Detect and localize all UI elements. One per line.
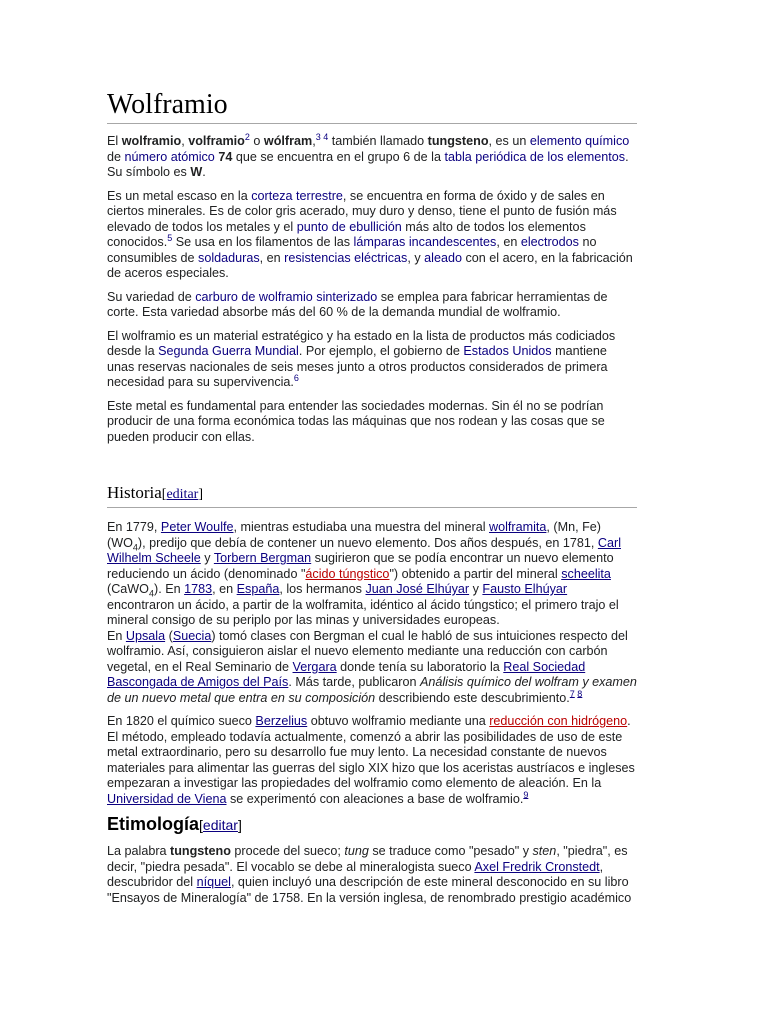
page-title: Wolframio [107, 88, 637, 124]
text: se emplea para fabricar herramientas de corte. Esta variedad absorbe más del 60 % de la demanda mundial de wolframio. [107, 289, 608, 319]
text: , quien incluyó una descripción de este mineral desconocido en su libro "Ensayos de Mineralogía" de 1758. En la versión inglesa, de renombrado prestigio académico [107, 875, 632, 905]
text: con el acero, en la fabricación de aceros especiales. [107, 250, 633, 280]
text: y [200, 551, 214, 565]
text: se traduce como "pesado" y [368, 844, 533, 858]
text: , en [496, 235, 521, 249]
text: , se encuentra en forma de óxido y de sales en ciertos minerales. Es de color gris acerado, muy duro y denso, tiene el punto de fusión más elevado de todos los metales y el [107, 188, 617, 234]
bold-term: 74 [218, 149, 233, 164]
bold-term: tungsteno [170, 844, 231, 858]
reference-link[interactable]: 6 [293, 372, 299, 383]
bracket: [ [161, 487, 167, 502]
text: o [249, 134, 264, 148]
text: , "piedra", es decir, "piedra pesada". El vocablo se debe al mineralogista sueco [107, 844, 628, 874]
text: , [181, 134, 189, 148]
text: , descubridor del [107, 859, 604, 889]
italic-title: Análisis químico del wolfram y examen de un nuevo metal que entra en su composición [107, 675, 637, 705]
reference-link[interactable]: 2 [244, 131, 250, 142]
link-universidad-viena[interactable]: Universidad de Viena [107, 791, 227, 806]
text: ) tomó clases con Bergman el cual le habló de sus intuiciones respecto del wolframio. Así, consiguieron aislar el nuevo elemento mediante una reducción con carbón vegetal, en el Real Seminario de [107, 628, 628, 674]
link-berzelius[interactable]: Berzelius [255, 714, 308, 728]
text: (CaWO [107, 582, 149, 596]
reference-link[interactable]: 7 [569, 688, 575, 699]
link-segunda-guerra[interactable]: Segunda Guerra Mundial [158, 344, 299, 358]
text: ( [165, 628, 173, 643]
text: también llamado [328, 134, 428, 148]
text: En 1779, [107, 520, 161, 534]
text: El wolframio es un material estratégico y ha estado en la lista de productos más codiciados desde la [107, 328, 616, 358]
paragraph-5: Este metal es fundamental para entender las sociedades modernas. Sin él no se podrían producir de una forma económica todas las máquinas que nos rodean y las cosas que se pueden producir con ellas. [107, 398, 605, 444]
text: ), predijo que debía de contener un nuevo elemento. Dos años después, en 1781, [137, 535, 598, 550]
link-corteza-terrestre[interactable]: corteza terrestre [251, 188, 343, 203]
link-reduccion-hidrogeno[interactable]: reducción con hidrógeno [489, 714, 628, 728]
bold-term: tungsteno [427, 134, 489, 148]
text: , y [407, 250, 425, 265]
text: obtuvo wolframio mediante una [307, 714, 490, 728]
reference-link[interactable]: 8 [577, 688, 583, 699]
text: sugirieron que se podía encontrar un nuevo elemento reduciendo un ácido (denominado " [107, 551, 614, 581]
text: El [107, 134, 122, 148]
text: , (Mn, Fe)(WO [107, 520, 601, 550]
link-peter-woulfe[interactable]: Peter Woulfe [160, 520, 234, 534]
text: . Más tarde, publicaron [288, 675, 420, 689]
text: . Por ejemplo, el gobierno de [298, 344, 464, 358]
link-elemento-quimico[interactable]: elemento químico [529, 134, 630, 148]
text: , es un [488, 134, 530, 148]
text: Se usa en los filamentos de las [172, 235, 354, 249]
subscript: 4 [148, 588, 154, 599]
link-tabla-periodica[interactable]: tabla periódica de los elementos [444, 149, 626, 164]
link-real-sociedad[interactable]: Real Sociedad Bascongada de Amigos del País [107, 659, 586, 689]
link-soldaduras[interactable]: soldaduras [198, 250, 260, 265]
etimologia-paragraph-1 [107, 844, 637, 906]
text: encontraron un ácido, a partir de la wolframita, idéntico al ácido túngstico; el primero trajo el mineral consigo de su periplo por las minas y universidades europeas. [107, 597, 619, 627]
link-wolframita[interactable]: wolframita [489, 520, 547, 534]
text: En 1820 el químico sueco [107, 714, 256, 728]
link-scheele[interactable]: Carl Wilhelm Scheele [107, 535, 621, 565]
text: La palabra [107, 844, 171, 858]
historia-paragraph-1 [107, 520, 637, 706]
italic-term: tung [344, 844, 369, 858]
text: de [107, 149, 125, 164]
link-carburo[interactable]: carburo de wolframio sinterizado [195, 289, 378, 304]
text: . El método, empleado todavía actualmente, comenzó a abrir las posibilidades de uso de este metal extraordinario, pero su desarrollo fue muy lento. La necesidad constante de nuevos materiales para alimentar las guerras del siglo XIX hizo que los aceristas austríacos e ingleses empezaran a investigar las propiedades del wolframio como elemento de aleación. En la [107, 714, 635, 790]
link-cronstedt[interactable]: Axel Fredrik Cronstedt [474, 859, 600, 874]
paragraph-4 [107, 329, 637, 391]
link-numero-atomico[interactable]: número atómico [124, 149, 215, 164]
text: Es un metal escaso en la [107, 188, 252, 203]
link-acido-tungstico[interactable]: ácido túngstico [305, 566, 390, 581]
text: describiendo este descubrimiento. [375, 690, 570, 705]
bracket: [ [199, 817, 203, 833]
reference-link[interactable]: 9 [523, 789, 529, 800]
reference-link[interactable]: 5 [167, 232, 173, 243]
paragraph-3 [107, 290, 637, 321]
text: . Su símbolo es [107, 149, 629, 179]
link-bergman[interactable]: Torbern Bergman [213, 551, 312, 565]
link-estados-unidos[interactable]: Estados Unidos [463, 344, 552, 358]
historia-paragraph-2 [107, 714, 637, 807]
link-aleado[interactable]: aleado [424, 250, 462, 265]
text: Su variedad de [107, 289, 196, 304]
bold-term: wolframio [121, 134, 182, 148]
reference-link[interactable]: 4 [323, 131, 329, 142]
italic-term: sten [532, 844, 557, 858]
link-niquel[interactable]: níquel [196, 875, 231, 889]
text: procede del sueco; [230, 844, 345, 858]
article [107, 88, 637, 906]
link-punto-ebullicion[interactable]: punto de ebullición [296, 219, 402, 234]
text: no consumibles de [107, 235, 597, 265]
link-suecia[interactable]: Suecia [172, 628, 212, 643]
section-heading-historia [107, 483, 637, 508]
edit-link[interactable]: editar [202, 817, 238, 833]
text: , en [212, 582, 237, 596]
link-1783[interactable]: 1783 [184, 582, 213, 596]
text: se experimentó con aleaciones a base de wolframio. [226, 791, 524, 806]
bold-term: W [190, 165, 203, 179]
text: y [469, 582, 483, 596]
heading-text: Historia [107, 483, 162, 502]
link-upsala[interactable]: Upsala [125, 628, 166, 643]
link-resistencias[interactable]: resistencias eléctricas [284, 250, 408, 265]
edit-link[interactable]: editar [166, 487, 199, 502]
link-juan-jose-elhuyar[interactable]: Juan José Elhúyar [365, 582, 470, 596]
link-electrodos[interactable]: electrodos [520, 235, 579, 249]
subscript: 4 [132, 542, 138, 553]
link-lamparas[interactable]: lámparas incandescentes [353, 235, 497, 249]
text: donde tenía su laboratorio la [336, 659, 504, 674]
text: que se encuentra en el grupo 6 de la [232, 149, 445, 164]
reference-link[interactable]: 3 [315, 131, 321, 142]
text: , los hermanos [279, 582, 366, 596]
bracket: ] [237, 817, 242, 833]
paragraph-2 [107, 189, 637, 282]
link-vergara[interactable]: Vergara [292, 659, 337, 674]
link-espana[interactable]: España [236, 582, 280, 596]
link-fausto-elhuyar[interactable]: Fausto Elhúyar [482, 582, 568, 596]
text: ). En [154, 582, 185, 596]
heading-text: Etimología [107, 814, 200, 834]
text: En [107, 628, 126, 643]
text: , en [259, 250, 285, 265]
text: . [202, 165, 206, 179]
text: mantiene unas reservas nacionales de seis meses junto a otros productos considerados de primera necesidad para su supervivencia. [107, 344, 608, 389]
intro-paragraph [107, 131, 637, 181]
bold-term: volframio [188, 134, 245, 148]
text: más alto de todos los elementos conocidos. [107, 219, 586, 249]
text: , [312, 134, 316, 148]
bold-term: wólfram [263, 134, 313, 148]
edit-section [162, 487, 203, 502]
edit-section [199, 817, 242, 833]
link-scheelita[interactable]: scheelita [561, 566, 611, 581]
text: , mientras estudiaba una muestra del mineral [233, 520, 490, 534]
text: ") obtenido a partir del mineral [389, 566, 562, 581]
bracket: ] [198, 487, 203, 502]
section-heading-etimologia [107, 813, 637, 836]
